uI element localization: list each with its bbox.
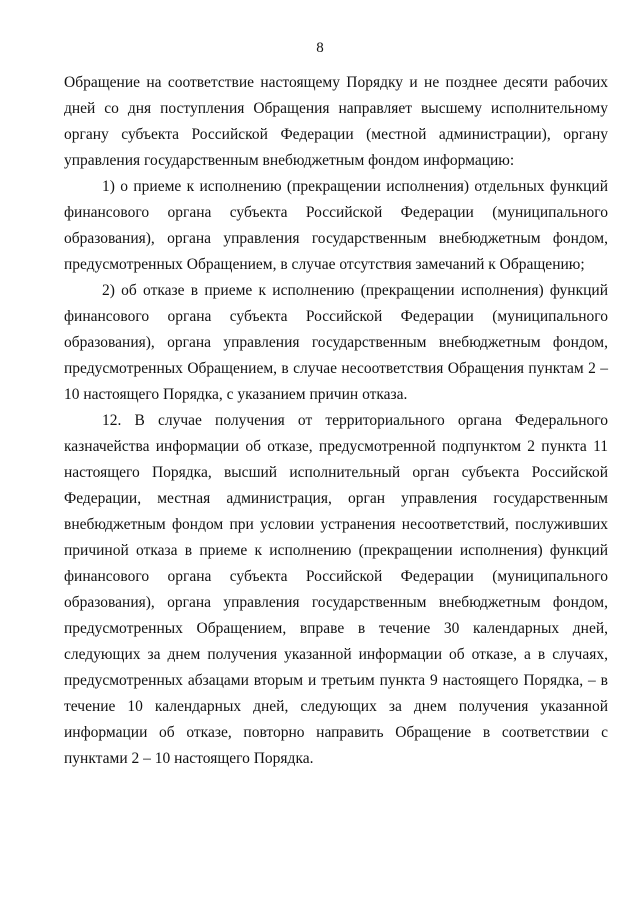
- paragraph-item-1: 1) о приеме к исполнению (прекращении исполнения) отдельных функций финансового органа субъекта Российской Федерации (муниципального образования), органа управления государственным внебюджетным фондом, предусмотренных Обращением, в случае отсутствия замечаний к Обращению;: [64, 178, 608, 273]
- paragraph-continuation: Обращение на соответствие настоящему Порядку и не позднее десяти рабочих дней со дня поступления Обращения направляет высшему исполнительному органу субъекта Российской Федерации (местной администрации), органу управления государственным внебюджетным фондом информацию:: [64, 74, 608, 169]
- body-text: [64, 70, 608, 772]
- paragraph-item-2: 2) об отказе в приеме к исполнению (прекращении исполнения) функций финансового органа субъекта Российской Федерации (муниципального образования), органа управления государственным внебюджетным фондом, предусмотренных Обращением, в случае несоответствия Обращения пунктам 2 – 10 настоящего Порядка, с указанием причин отказа.: [64, 282, 608, 403]
- paragraph-clause-12: 12. В случае получения от территориального органа Федерального казначейства информации об отказе, предусмотренной подпунктом 2 пункта 11 настоящего Порядка, высший исполнительный орган субъекта Российской Федерации, местная администрация, орган управления государственным внебюджетным фондом при условии устранения несоответствий, послуживших причиной отказа в приеме к исполнению (прекращении исполнения) функций финансового органа субъекта Российской Федерации (муниципального образования), органа управления государственным внебюджетным фондом, предусмотренных Обращением, вправе в течение 30 календарных дней, следующих за днем получения указанной информации об отказе, а в случаях, предусмотренных абзацами вторым и третьим пункта 9 настоящего Порядка, – в течение 10 календарных дней, следующих за днем получения указанной информации об отказе, повторно направить Обращение в соответствии с пунктами 2 – 10 настоящего Порядка.: [64, 412, 608, 767]
- page-number: 8: [316, 40, 324, 56]
